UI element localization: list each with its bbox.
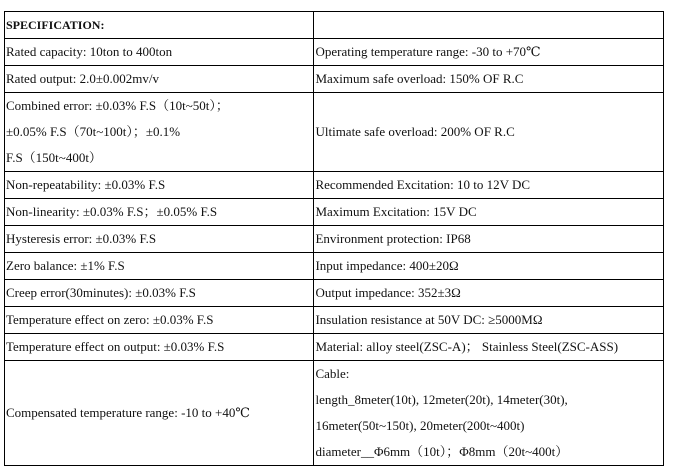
spec-left-cell: Rated capacity: 10ton to 400ton bbox=[5, 39, 314, 66]
spec-right-cell: Material: alloy steel(ZSC-A)； Stainless Steel(ZSC-ASS) bbox=[314, 334, 664, 361]
spec-line: ±0.05% F.S（70t~100t）；±0.1% bbox=[6, 124, 181, 139]
table-row bbox=[5, 334, 664, 361]
spec-left-cell: Non-linearity: ±0.03% F.S；±0.05% F.S bbox=[5, 199, 314, 226]
spec-line: Cable: bbox=[315, 366, 350, 381]
spec-line: diameter__Φ6mm（10t）；Φ8mm（20t~400t） bbox=[315, 444, 569, 459]
table-row bbox=[5, 226, 664, 253]
spec-left-cell: Temperature effect on output: ±0.03% F.S bbox=[5, 334, 314, 361]
spec-left-cell bbox=[5, 93, 314, 172]
spec-right-cell: Operating temperature range: -30 to +70℃ bbox=[314, 39, 664, 66]
spec-header-empty-cell bbox=[314, 12, 664, 39]
spec-left-cell: Non-repeatability: ±0.03% F.S bbox=[5, 172, 314, 199]
table-row bbox=[5, 361, 664, 466]
spec-right-cell: Output impedance: 352±3Ω bbox=[314, 280, 664, 307]
spec-right-cell: Ultimate safe overload: 200% OF R.C bbox=[314, 93, 664, 172]
spec-right-cell: Maximum Excitation: 15V DC bbox=[314, 199, 664, 226]
spec-line: 16meter(50t~150t), 20meter(200t~400t) bbox=[315, 418, 525, 433]
table-row bbox=[5, 199, 664, 226]
table-row bbox=[5, 66, 664, 93]
spec-right-cell: Environment protection: IP68 bbox=[314, 226, 664, 253]
spec-line: F.S（150t~400t） bbox=[6, 150, 102, 165]
spec-left-cell: Temperature effect on zero: ±0.03% F.S bbox=[5, 307, 314, 334]
spec-left-cell: Creep error(30minutes): ±0.03% F.S bbox=[5, 280, 314, 307]
table-row-header bbox=[5, 12, 664, 39]
spec-line: Combined error: ±0.03% F.S（10t~50t）； bbox=[6, 98, 229, 113]
spec-right-cell: Recommended Excitation: 10 to 12V DC bbox=[314, 172, 664, 199]
spec-line: length_8meter(10t), 12meter(20t), 14meter(30t), bbox=[315, 392, 568, 407]
spec-right-cell: Maximum safe overload: 150% OF R.C bbox=[314, 66, 664, 93]
table-row bbox=[5, 280, 664, 307]
spec-right-cell: Input impedance: 400±20Ω bbox=[314, 253, 664, 280]
spec-left-cell: Rated output: 2.0±0.002mv/v bbox=[5, 66, 314, 93]
spec-left-cell: Zero balance: ±1% F.S bbox=[5, 253, 314, 280]
table-row bbox=[5, 253, 664, 280]
specification-table bbox=[4, 11, 664, 466]
spec-header-cell: SPECIFICATION: bbox=[5, 12, 314, 39]
spec-right-cell bbox=[314, 361, 664, 466]
table-row bbox=[5, 172, 664, 199]
spec-left-cell: Compensated temperature range: -10 to +40℃ bbox=[5, 361, 314, 466]
table-row bbox=[5, 307, 664, 334]
spec-right-cell: Insulation resistance at 50V DC: ≥5000MΩ bbox=[314, 307, 664, 334]
spec-left-cell: Hysteresis error: ±0.03% F.S bbox=[5, 226, 314, 253]
table-row bbox=[5, 39, 664, 66]
table-row bbox=[5, 93, 664, 172]
